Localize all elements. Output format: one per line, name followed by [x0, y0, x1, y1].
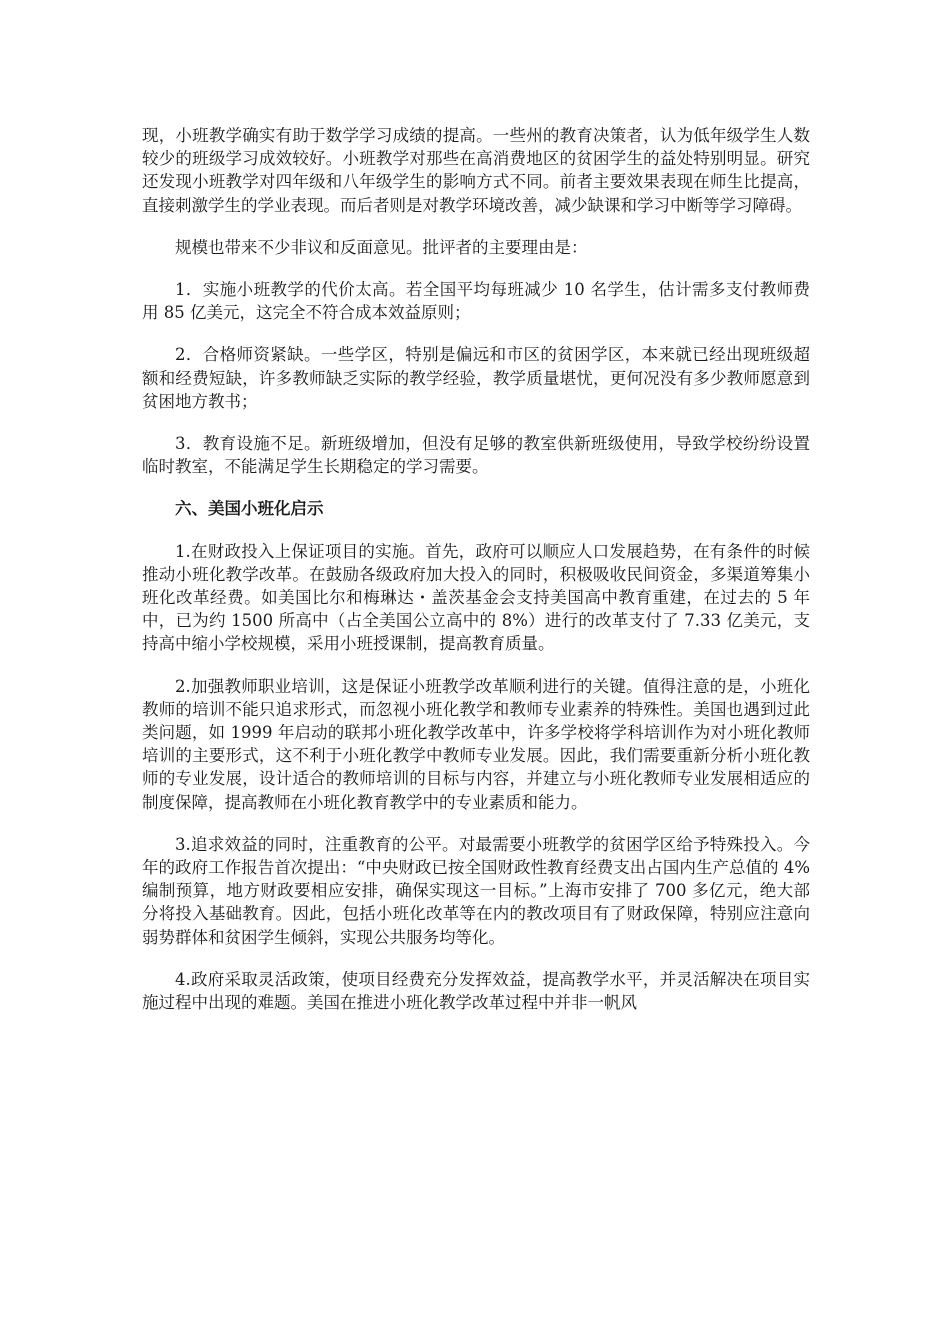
- paragraph-criticism-facilities: 3．教育设施不足。新班级增加，但没有足够的教室供新班级使用，导致学校纷纷设置临时教室，不能满足学生长期稳定的学习需要。: [142, 434, 810, 477]
- paragraph-research-findings: 现，小班教学确实有助于数学学习成绩的提高。一些州的教育决策者，认为低年级学生人数较少的班级学习成效较好。小班教学对那些在高消费地区的贫困学生的益处特别明显。研究还发现小班教学对四年级和八年级学生的影响方式不同。前者主要效果表现在师生比提高，直接刺激学生的学业表现。而后者则是对教学环境改善，减少缺课和学习中断等学习障碍。: [142, 126, 810, 215]
- paragraph-education-equity: 3.追求效益的同时，注重教育的公平。对最需要小班教学的贫困学区给予特殊投入。今年的政府工作报告首次提出：“中央财政已按全国财政性教育经费支出占国内生产总值的 4%编制预算，地方财政要相应安排，确保实现这一目标。”上海市安排了 700 多亿元，绝大部分将投入基础教育。因此，包括小班化改革等在内的教改项目有了财政保障，特别应注意向弱势群体和贫困学生倾斜，实现公共服务均等化。: [142, 834, 810, 947]
- document-page: [142, 124, 810, 1033]
- paragraph-criticism-intro: 规模也带来不少非议和反面意见。批评者的主要理由是：: [175, 237, 588, 257]
- paragraph-financial-investment: 1.在财政投入上保证项目的实施。首先，政府可以顺应人口发展趋势，在有条件的时候推动小班化教学改革。在鼓励各级政府加大投入的同时，积极吸收民间资金，多渠道筹集小班化改革经费。如美国比尔和梅琳达・盖茨基金会支持美国高中教育重建，在过去的 5 年中，已为约 1500 所高中（占全美国公立高中的 8%）进行的改革支付了 7.33 亿美元，支持高中缩小学校规模，采用小班授课制，提高教育质量。: [142, 541, 810, 654]
- paragraph-teacher-training: 2.加强教师职业培训，这是保证小班教学改革顺利进行的关键。值得注意的是，小班化教师的培训不能只追求形式，而忽视小班化教学和教师专业素养的特殊性。美国也遇到过此类问题，如 1999 年启动的联邦小班化教学改革中，许多学校将学科培训作为对小班化教师培训的主要形式，这不利于小班化教学中教师专业发展。因此，我们需要重新分析小班化教师的专业发展，设计适合的教师培训的目标与内容，并建立与小班化教师专业发展相适应的制度保障，提高教师在小班化教育教学中的专业素质和能力。: [142, 676, 810, 812]
- paragraph-criticism-cost: 1．实施小班教学的代价太高。若全国平均每班减少 10 名学生，估计需多支付教师费用 85 亿美元，这完全不符合成本效益原则；: [142, 280, 810, 323]
- paragraph-criticism-teachers: 2．合格师资紧缺。一些学区，特别是偏远和市区的贫困学区，本来就已经出现班级超额和经费短缺，许多教师缺乏实际的教学经验，教学质量堪忧，更何况没有多少教师愿意到贫困地方教书；: [142, 345, 810, 411]
- paragraph-flexible-policy: 4.政府采取灵活政策，使项目经费充分发挥效益，提高教学水平，并灵活解决在项目实施过程中出现的难题。美国在推进小班化教学改革过程中并非一帆风: [142, 969, 810, 1013]
- section-heading: 六、美国小班化启示: [175, 499, 324, 519]
